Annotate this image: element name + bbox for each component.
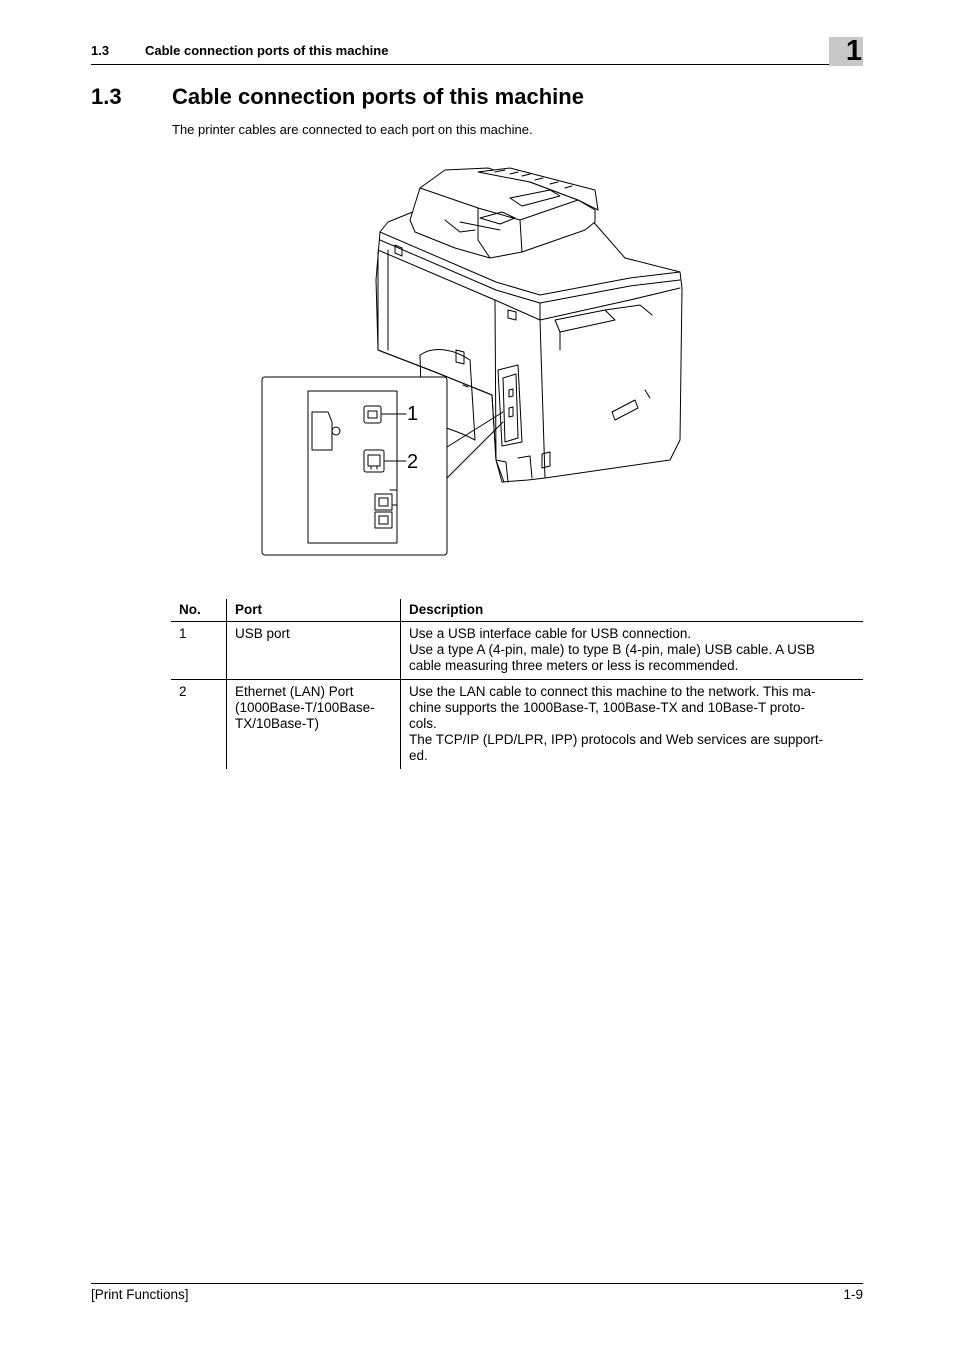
description-line: Use a type A (4-pin, male) to type B (4-pin, male) USB cable. A USB — [409, 642, 815, 657]
header-section-number: 1.3 — [91, 43, 110, 58]
cell-no: 2 — [179, 684, 187, 699]
cell-port — [227, 680, 401, 770]
description-line: The TCP/IP (LPD/LPR, IPP) protocols and Web services are support- — [409, 732, 824, 747]
table-row — [171, 680, 863, 770]
running-header — [91, 41, 863, 65]
description-line: ed. — [409, 748, 428, 763]
heading-number: 1.3 — [91, 84, 122, 109]
intro-text: The printer cables are connected to each port on this machine. — [172, 122, 533, 137]
header-rule — [91, 64, 863, 65]
table-header-row — [171, 599, 863, 622]
chapter-number: 1 — [845, 35, 862, 67]
port-line: (1000Base-T/100Base- — [235, 700, 375, 715]
col-header-no: No. — [171, 599, 227, 622]
printer-ports-figure — [260, 160, 700, 560]
cell-description — [401, 622, 864, 680]
header-section-title: Cable connection ports of this machine — [145, 43, 389, 58]
footer-rule — [91, 1283, 863, 1284]
footer-page-number: 1-9 — [843, 1287, 863, 1302]
footer-manual-title: [Print Functions] — [91, 1287, 189, 1302]
port-line: TX/10Base-T) — [235, 716, 320, 731]
cell-no: 1 — [171, 622, 227, 680]
cell-port — [227, 622, 401, 680]
description-line: Use the LAN cable to connect this machine to the network. This ma- — [409, 684, 816, 699]
col-header-description: Description — [401, 599, 864, 622]
cell-description — [401, 680, 864, 770]
description-line: cable measuring three meters or less is recommended. — [409, 658, 739, 673]
ports-table — [171, 599, 863, 769]
description-line: chine supports the 1000Base-T, 100Base-TX and 10Base-T proto- — [409, 700, 805, 715]
callout-1-label: 1 — [407, 403, 419, 425]
table-row — [171, 622, 863, 680]
description-line: cols. — [409, 716, 437, 731]
heading-title: Cable connection ports of this machine — [172, 84, 584, 109]
port-line: Ethernet (LAN) Port — [235, 684, 354, 699]
printer-illustration — [260, 160, 700, 560]
description-line: Use a USB interface cable for USB connection. — [409, 626, 692, 641]
chapter-tab — [829, 37, 863, 66]
col-header-port: Port — [227, 599, 401, 622]
port-line: USB port — [235, 626, 290, 641]
callout-2-label: 2 — [407, 451, 419, 473]
